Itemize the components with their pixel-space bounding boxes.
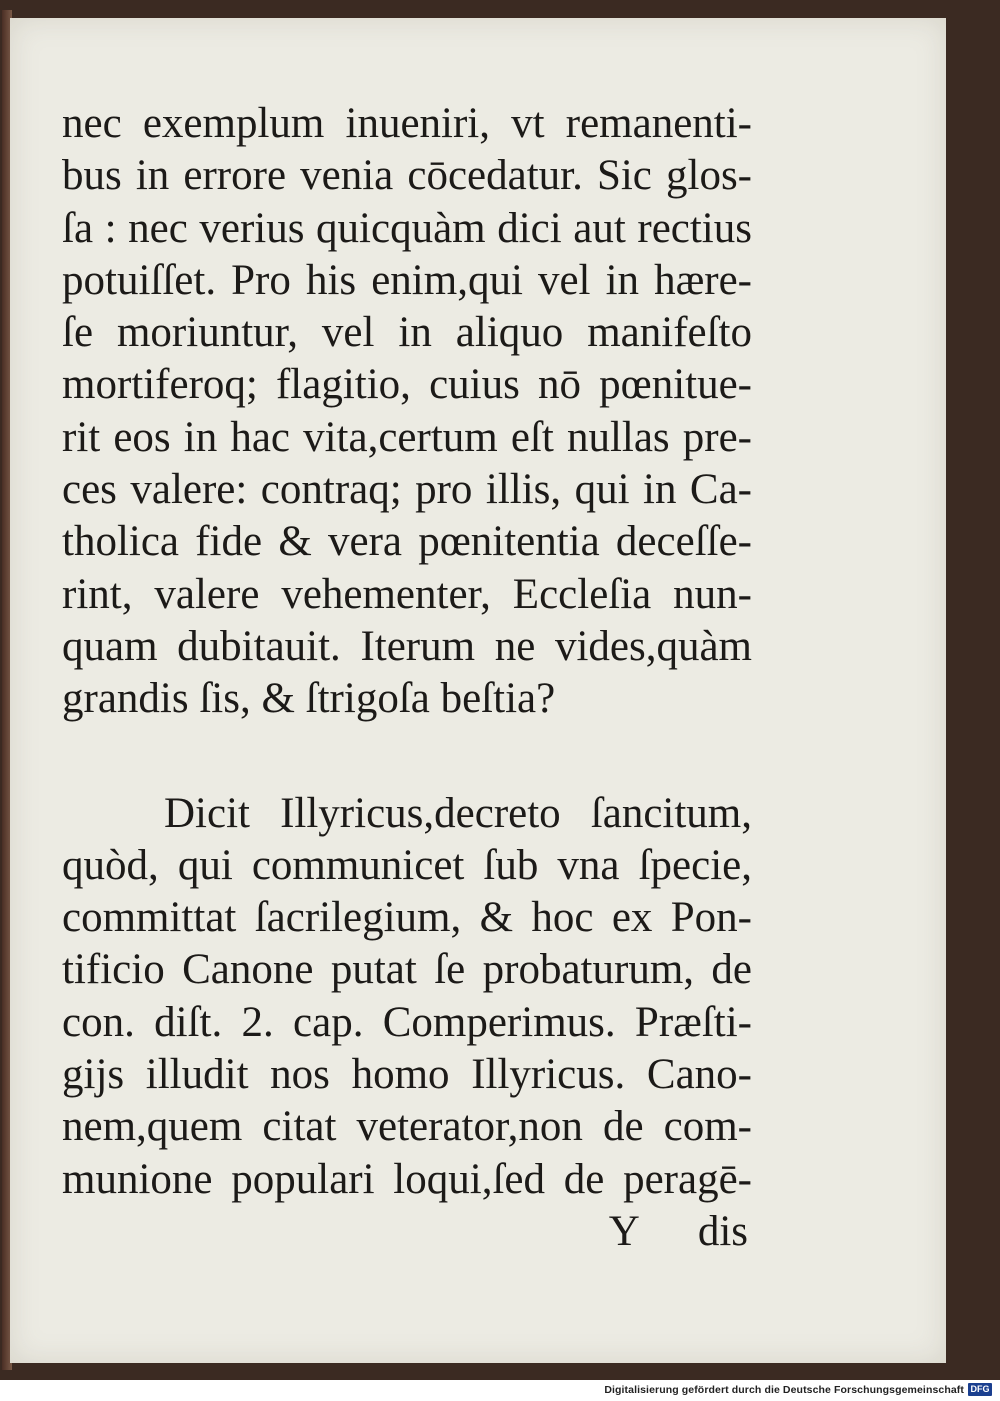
dfg-logo-icon: DFG xyxy=(968,1383,992,1396)
catchword: dis xyxy=(697,1207,748,1255)
text-line: ces valere: contraq; pro illis, qui in Ca- xyxy=(62,466,752,514)
text-line: rint, valere vehementer, Eccleſia nun- xyxy=(62,570,752,618)
text-line: con. diſt. 2. cap. Comperimus. Præſti- xyxy=(62,998,752,1046)
text-line: munione populari loqui,ſed de peragē- xyxy=(62,1155,752,1203)
signature-mark: Y xyxy=(608,1207,640,1255)
catchword-line xyxy=(62,1206,752,1258)
text-line: quòd, qui communicet ſub vna ſpecie, xyxy=(62,841,752,889)
funding-credit: Digitalisierung gefördert durch die Deutsche Forschungsgemeinschaft xyxy=(604,1384,964,1396)
text-line: ſe moriuntur, vel in aliquo manifeſto xyxy=(62,309,752,357)
text-line: committat ſacrilegium, & hoc ex Pon- xyxy=(62,894,752,942)
text-line: rit eos in hac vita,certum eſt nullas pre- xyxy=(62,413,752,461)
paragraph-gap xyxy=(62,726,752,788)
footer-bar xyxy=(0,1380,1000,1401)
text-line: bus in errore venia cōcedatur. Sic glos- xyxy=(62,152,752,200)
text-line: tholica fide & vera pœnitentia deceſſe- xyxy=(62,518,752,566)
text-line: ſa : nec verius quicquàm dici aut rectius xyxy=(62,204,752,252)
page-text xyxy=(62,98,752,1258)
text-line: grandis ſis, & ſtrigoſa beſtia? xyxy=(62,675,556,723)
text-line: potuiſſet. Pro his enim,qui vel in hære- xyxy=(62,256,752,304)
text-line: quam dubitauit. Iterum ne vides,quàm xyxy=(62,622,752,670)
text-line: Dicit Illyricus,decreto ſancitum, xyxy=(164,789,752,837)
text-line: mortiferoq; flagitio, cuius nō pœnitue- xyxy=(62,361,752,409)
text-line: tificio Canone putat ſe probaturum, de xyxy=(62,946,752,994)
text-line: nec exemplum inueniri, vt remanenti- xyxy=(62,100,752,147)
text-line: gijs illudit nos homo Illyricus. Cano- xyxy=(62,1051,752,1099)
text-line: nem,quem citat veterator,non de com- xyxy=(62,1103,752,1151)
